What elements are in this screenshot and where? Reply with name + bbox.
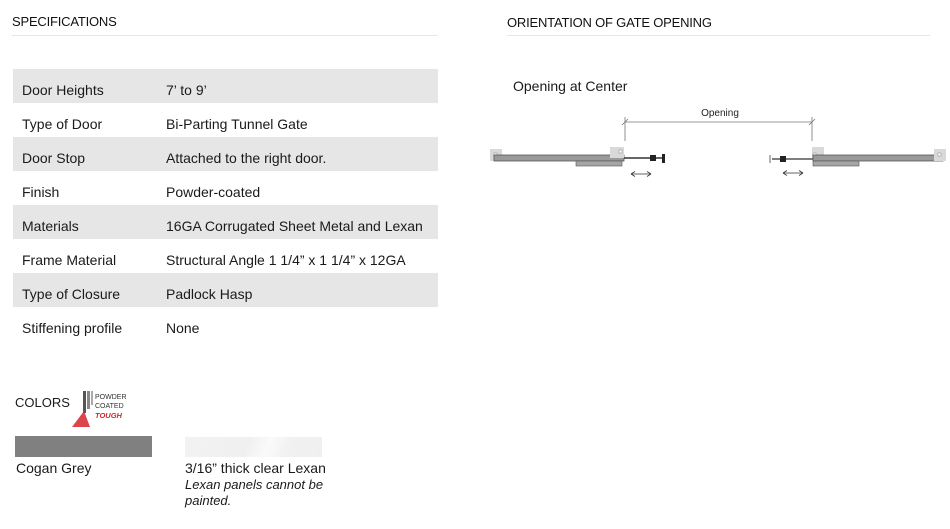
spec-label: Type of Door (22, 116, 103, 132)
right-slide-arrow-icon (783, 171, 803, 176)
orientation-title: ORIENTATION OF GATE OPENING (507, 15, 712, 30)
spec-value: Bi-Parting Tunnel Gate (166, 116, 308, 132)
left-door-frame (576, 161, 622, 166)
specifications-table (13, 69, 438, 341)
specifications-divider (12, 35, 438, 36)
opening-dimension (622, 117, 815, 141)
spec-row (13, 205, 438, 239)
spec-row (13, 171, 438, 205)
orientation-divider (507, 35, 930, 36)
cogan-grey-label: Cogan Grey (16, 460, 92, 476)
spec-value: None (166, 320, 200, 336)
logo-word-coated: COATED (95, 403, 124, 410)
right-latch-block (780, 156, 786, 162)
left-stop-detail (619, 150, 622, 153)
logo-word-powder: POWDER (95, 394, 127, 401)
colors-title: COLORS (15, 395, 70, 410)
spec-value: 7’ to 9’ (166, 82, 207, 98)
spec-row (13, 239, 438, 273)
left-latch-end (662, 154, 665, 163)
gate-opening-diagram (488, 105, 950, 185)
right-door-panel (813, 155, 943, 161)
powder-coated-tough-logo (70, 389, 136, 431)
spec-row (13, 69, 438, 103)
left-door-panel (494, 155, 624, 161)
lexan-paint-note: Lexan panels cannot be painted. (185, 477, 324, 508)
spec-value: Padlock Hasp (166, 286, 253, 302)
spec-label: Door Heights (22, 82, 104, 98)
spec-row (13, 307, 438, 341)
spec-label: Frame Material (22, 252, 117, 268)
specifications-title: SPECIFICATIONS (12, 14, 117, 29)
spec-value: 16GA Corrugated Sheet Metal and Lexan (166, 218, 423, 234)
spec-label: Door Stop (22, 150, 86, 166)
spec-label: Type of Closure (22, 286, 121, 302)
clear-lexan-swatch (185, 437, 322, 457)
clear-lexan-label: 3/16” thick clear Lexan (185, 460, 326, 476)
spec-label: Materials (22, 218, 79, 234)
opening-dimension-label: Opening (701, 108, 739, 119)
spec-label: Finish (22, 184, 60, 200)
right-post-detail (938, 153, 941, 156)
spec-value: Powder-coated (166, 184, 261, 200)
logo-word-tough: TOUGH (95, 411, 122, 420)
cogan-grey-swatch (15, 436, 152, 457)
spec-row (13, 273, 438, 307)
spec-label: Stiffening profile (22, 320, 123, 336)
opening-subtitle: Opening at Center (513, 78, 628, 94)
left-slide-arrow-icon (631, 172, 651, 177)
right-door-frame (813, 161, 859, 166)
spec-row (13, 137, 438, 171)
spec-value: Attached to the right door. (166, 150, 327, 166)
spec-value: Structural Angle 1 1/4” x 1 1/4” x 12GA (166, 252, 406, 268)
spec-row (13, 103, 438, 137)
left-latch-block (650, 155, 656, 161)
